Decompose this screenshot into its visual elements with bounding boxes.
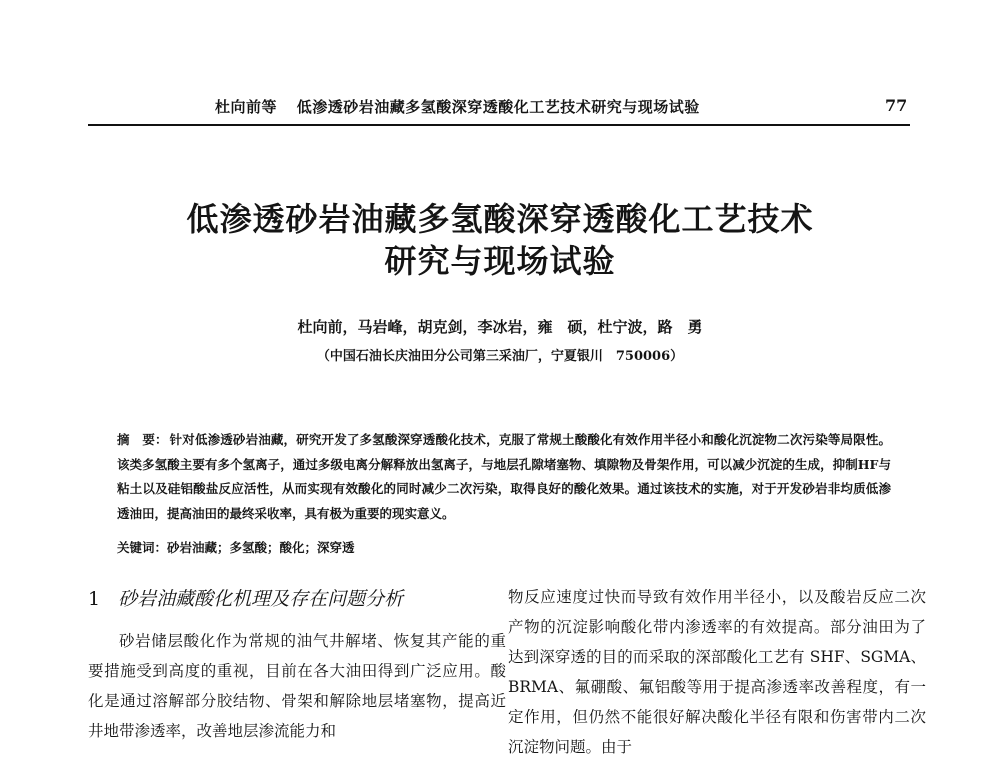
running-head-title: 低渗透砂岩油藏多氢酸深穿透酸化工艺技术研究与现场试验	[296, 98, 700, 116]
abstract-label: 摘 要：	[117, 432, 168, 447]
header-rule	[88, 124, 910, 126]
article-title	[0, 198, 1000, 282]
keywords	[117, 536, 891, 560]
body-column-right	[508, 582, 926, 762]
running-head-authors: 杜向前等	[215, 98, 278, 116]
body-paragraph-left: 砂岩储层酸化作为常规的油气井解堵、恢复其产能的重要措施受到高度的重视，目前在各大油田得到广泛应用。酸化是通过溶解部分胶结物、骨架和解除地层堵塞物，提高近井地带渗透率，改善地层渗流能力和	[88, 632, 506, 740]
running-head	[215, 96, 700, 117]
section-title: 砂岩油藏酸化机理及存在问题分析	[118, 588, 404, 610]
page-number: 77	[885, 96, 908, 115]
body-column-left	[88, 582, 506, 746]
body-paragraph-right: 物反应速度过快而导致有效作用半径小，以及酸岩反应二次产物的沉淀影响酸化带内渗透率的有效提高。部分油田为了达到深穿透的目的而采取的深部酸化工艺有 SHF、SGMA、BRMA、氟硼酸、氟铝酸等用于提高渗透率改善程度，有一定作用，但仍然不能很好解决酸化半径有限和伤害带内二次沉淀物问题。由于	[508, 588, 926, 756]
article-title-line-2: 研究与现场试验	[384, 242, 616, 280]
article-title-line-1: 低渗透砂岩油藏多氢酸深穿透酸化工艺技术	[186, 200, 814, 238]
keywords-label: 关键词：	[117, 540, 168, 555]
section-heading	[88, 582, 506, 616]
abstract-text: 针对低渗透砂岩油藏，研究开发了多氢酸深穿透酸化技术，克服了常规土酸酸化有效作用半径小和酸化沉淀物二次污染等局限性。该类多氢酸主要有多个氢离子，通过多级电离分解释放出氢离子，与地层孔隙堵塞物、填隙物及骨架作用，可以减少沉淀的生成，抑制HF与粘土以及硅铝酸盐反应活性，从而实现有效酸化的同时减少二次污染，取得良好的酸化效果。通过该技术的实施，对于开发砂岩非均质低渗透油田，提高油田的最终采收率，具有极为重要的现实意义。	[117, 432, 891, 521]
abstract	[117, 428, 891, 526]
keywords-text: 砂岩油藏；多氢酸；酸化；深穿透	[167, 540, 355, 555]
section-number: 1	[88, 588, 101, 610]
author-list: 杜向前，马岩峰，胡克剑，李冰岩，雍 硕，杜宁波，路 勇	[297, 318, 703, 336]
affiliation: （中国石油长庆油田分公司第三采油厂，宁夏银川 750006）	[316, 349, 684, 364]
